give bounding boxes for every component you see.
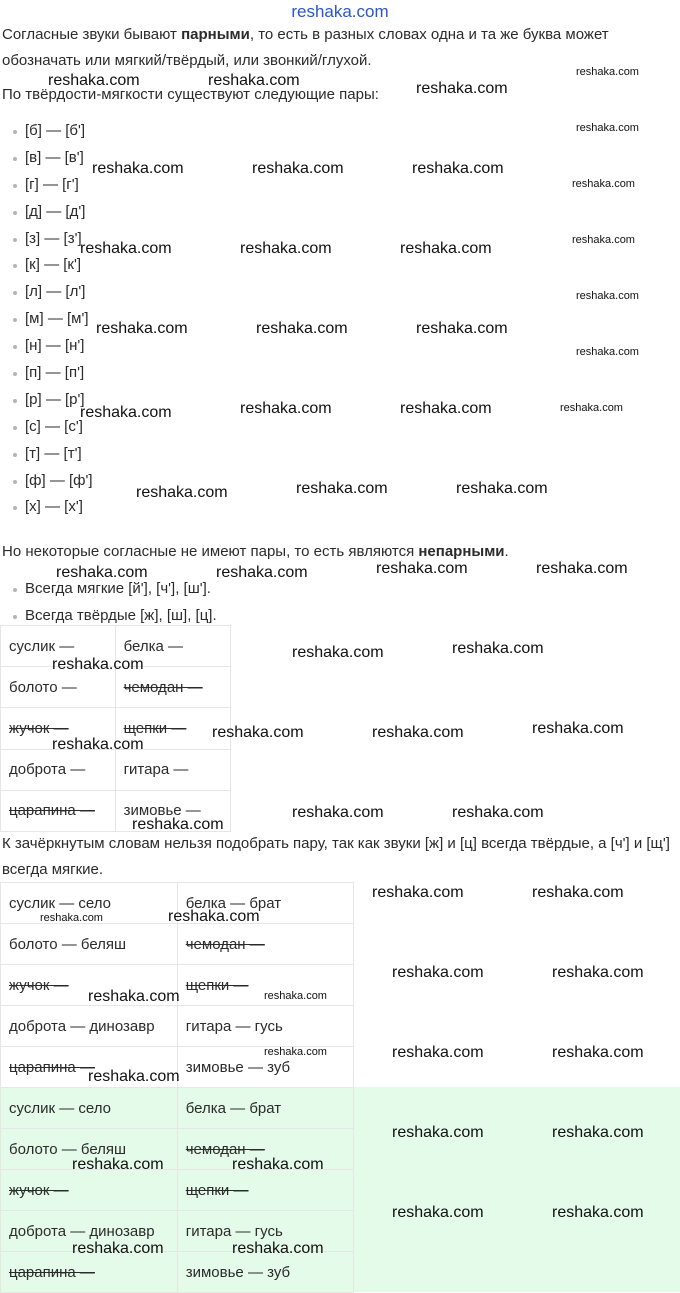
- watermark: reshaka.com: [292, 644, 384, 661]
- list-item: [ф] — [ф']: [8, 468, 93, 495]
- list-item: [з] — [з']: [8, 226, 93, 253]
- table-cell: [1, 790, 116, 831]
- watermark: reshaka.com: [416, 320, 508, 337]
- cell-text: белка — брат: [185, 1099, 282, 1117]
- table-cell: [177, 1170, 353, 1211]
- watermark: reshaka.com: [576, 346, 639, 358]
- list-item: [р] — [р']: [8, 387, 93, 414]
- cell-text: жучок —: [9, 976, 69, 994]
- list-item: [д] — [д']: [8, 199, 93, 226]
- watermark: reshaka.com: [292, 804, 384, 821]
- table-cell: [1, 1170, 178, 1211]
- cell-text: болото — беляш: [9, 935, 127, 953]
- watermark: reshaka.com: [416, 80, 508, 97]
- watermark: reshaka.com: [96, 320, 188, 337]
- cell-text: болото — беляш: [9, 1140, 127, 1158]
- cell-text: доброта — динозавр: [9, 1017, 155, 1035]
- paragraph-explanation: К зачёркнутым словам нельзя подобрать пару, так как звуки [ж] и [ц] всегда твёрдые, а [ч'] и [щ'] всегда мягкие.: [2, 835, 670, 878]
- watermark: reshaka.com: [576, 122, 639, 134]
- watermark: reshaka.com: [452, 804, 544, 821]
- watermark: reshaka.com: [376, 560, 468, 577]
- watermark: reshaka.com: [132, 816, 224, 833]
- list-item: Всегда твёрдые [ж], [ш], [ц].: [8, 603, 217, 630]
- watermark: reshaka.com: [400, 400, 492, 417]
- cell-text: чемодан —: [185, 935, 265, 953]
- watermark: reshaka.com: [536, 560, 628, 577]
- watermark: reshaka.com: [576, 66, 639, 78]
- watermark: reshaka.com: [576, 290, 639, 302]
- list-item: [п] — [п']: [8, 360, 93, 387]
- watermark: reshaka.com: [456, 480, 548, 497]
- list-item: [в] — [в']: [8, 145, 93, 172]
- watermark: reshaka.com: [264, 990, 327, 1002]
- table-cell: [1, 924, 178, 965]
- watermark: reshaka.com: [52, 736, 144, 753]
- cell-text: доброта — динозавр: [9, 1222, 155, 1240]
- list-item: [б] — [б']: [8, 118, 93, 145]
- watermark: reshaka.com: [400, 240, 492, 257]
- cell-text: царапина —: [9, 802, 95, 820]
- list-item: Всегда мягкие [й'], [ч'], [ш'].: [8, 576, 217, 603]
- watermark: reshaka.com: [372, 724, 464, 741]
- list-item: [м] — [м']: [8, 306, 93, 333]
- watermark: reshaka.com: [40, 912, 103, 924]
- watermark: reshaka.com: [232, 1156, 324, 1173]
- watermark: reshaka.com: [88, 1068, 180, 1085]
- watermark: reshaka.com: [572, 234, 635, 246]
- cell-text: чемодан —: [185, 1140, 265, 1158]
- watermark: reshaka.com: [252, 160, 344, 177]
- list-item: [к] — [к']: [8, 252, 93, 279]
- table-row: [1, 924, 354, 965]
- watermark: reshaka.com: [208, 72, 300, 89]
- watermark: reshaka.com: [552, 1124, 644, 1141]
- cell-text: царапина —: [9, 1058, 95, 1076]
- watermark: reshaka.com: [52, 656, 144, 673]
- table-row: [1, 1170, 354, 1211]
- table-cell: [1, 749, 116, 790]
- cell-text: гитара — гусь: [185, 1017, 283, 1035]
- text: , то есть в разных словах одна и та же буква может обозначать или мягкий/твёрдый, или звонкий/глухой.: [2, 26, 609, 69]
- text: Согласные звуки бывают: [2, 26, 182, 43]
- watermark: reshaka.com: [232, 1240, 324, 1257]
- cell-text: гитара —: [123, 761, 189, 779]
- watermark: reshaka.com: [216, 564, 308, 581]
- list-item: [н] — [н']: [8, 333, 93, 360]
- watermark: reshaka.com: [56, 564, 148, 581]
- watermark: reshaka.com: [80, 404, 172, 421]
- unpaired-list: [8, 576, 217, 630]
- watermark: reshaka.com: [572, 178, 635, 190]
- watermark: reshaka.com: [240, 240, 332, 257]
- watermark: reshaka.com: [392, 1124, 484, 1141]
- watermark: reshaka.com: [168, 908, 260, 925]
- watermark: reshaka.com: [72, 1156, 164, 1173]
- watermark: reshaka.com: [240, 400, 332, 417]
- table-row: [1, 749, 231, 790]
- table-cell: [1, 1088, 178, 1129]
- cell-text: жучок —: [9, 1181, 69, 1199]
- watermark: reshaka.com: [552, 1204, 644, 1221]
- cell-text: зимовье — зуб: [185, 1058, 291, 1076]
- watermark: reshaka.com: [532, 720, 624, 737]
- watermark: reshaka.com: [560, 402, 623, 414]
- table-cell: [1, 1006, 178, 1047]
- watermark: reshaka.com: [264, 1046, 327, 1058]
- list-item: [х] — [х']: [8, 494, 93, 521]
- answer-table-highlighted: [0, 1087, 354, 1293]
- watermark: reshaka.com: [552, 1044, 644, 1061]
- watermark: reshaka.com: [296, 480, 388, 497]
- bold-term: непарными: [418, 543, 505, 560]
- watermark: reshaka.com: [452, 640, 544, 657]
- text: Но некоторые согласные не имеют пары, то есть являются: [2, 543, 419, 560]
- cell-text: жучок —: [9, 719, 69, 737]
- cell-text: царапина —: [9, 1263, 95, 1281]
- cell-text: болото —: [9, 678, 77, 696]
- cell-text: зимовье —: [123, 802, 201, 820]
- pairs-list: [8, 118, 93, 521]
- cell-text: щепки —: [123, 719, 187, 737]
- watermark: reshaka.com: [532, 884, 624, 901]
- watermark: reshaka.com: [256, 320, 348, 337]
- list-item: [т] — [т']: [8, 441, 93, 468]
- table-cell: [177, 1088, 353, 1129]
- watermark: reshaka.com: [92, 160, 184, 177]
- table-row: [1, 1006, 354, 1047]
- paragraph-paired: [2, 22, 672, 74]
- cell-text: щепки —: [185, 976, 249, 994]
- cell-text: щепки —: [185, 1181, 249, 1199]
- watermark: reshaka.com: [48, 72, 140, 89]
- cell-text: белка — брат: [185, 894, 282, 912]
- cell-text: суслик — село: [9, 1099, 111, 1117]
- table-row: [1, 1088, 354, 1129]
- watermark: reshaka.com: [392, 964, 484, 981]
- watermark: reshaka.com: [392, 1204, 484, 1221]
- site-title[interactable]: reshaka.com: [291, 2, 389, 21]
- table-cell: [115, 749, 230, 790]
- paragraph-pairs-intro: По твёрдости-мягкости существуют следующие пары:: [2, 86, 379, 103]
- table-cell: [177, 1006, 353, 1047]
- cell-text: чемодан —: [123, 678, 203, 696]
- cell-text: гитара — гусь: [185, 1222, 283, 1240]
- cell-text: суслик —: [9, 637, 75, 655]
- watermark: reshaka.com: [72, 1240, 164, 1257]
- watermark: reshaka.com: [392, 1044, 484, 1061]
- watermark: reshaka.com: [212, 724, 304, 741]
- cell-text: доброта —: [9, 761, 86, 779]
- text: .: [504, 543, 509, 560]
- list-item: [г] — [г']: [8, 172, 93, 199]
- bold-term: парными: [181, 26, 250, 43]
- watermark: reshaka.com: [80, 240, 172, 257]
- cell-text: белка —: [123, 637, 183, 655]
- table-cell: [177, 924, 353, 965]
- list-item: [с] — [с']: [8, 414, 93, 441]
- cell-text: зимовье — зуб: [185, 1263, 291, 1281]
- watermark: reshaka.com: [88, 988, 180, 1005]
- watermark: reshaka.com: [552, 964, 644, 981]
- watermark: reshaka.com: [412, 160, 504, 177]
- watermark: reshaka.com: [372, 884, 464, 901]
- cell-text: суслик — село: [9, 894, 111, 912]
- list-item: [л] — [л']: [8, 279, 93, 306]
- watermark: reshaka.com: [136, 484, 228, 501]
